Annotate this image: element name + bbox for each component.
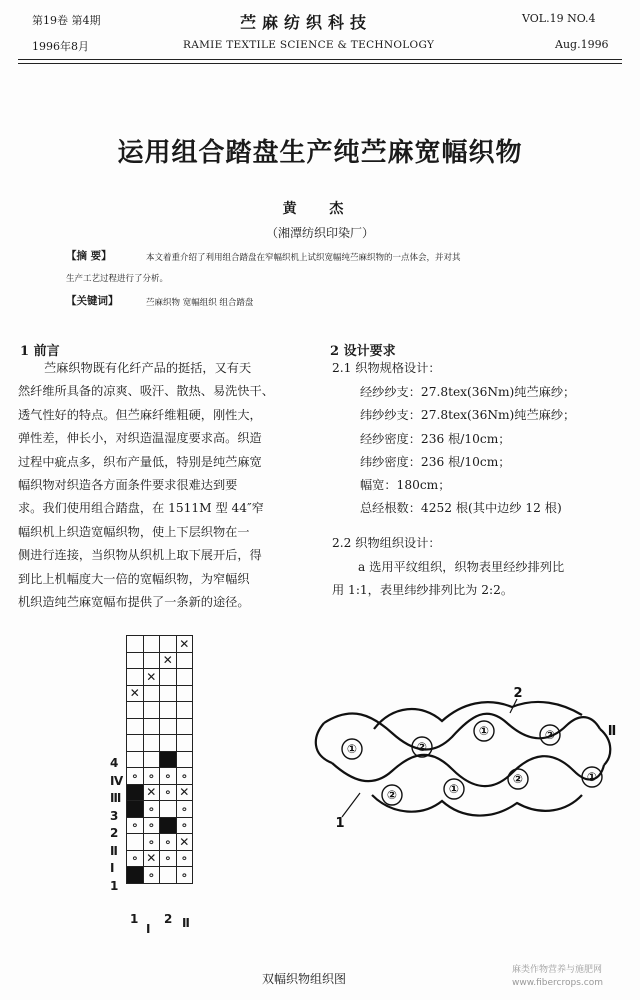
grid-cell: [176, 735, 193, 752]
grid-row: [127, 801, 193, 818]
row-label: 2: [110, 826, 119, 840]
s2-line: a 选用平纹组织，织物表里经纱排列比: [358, 560, 565, 574]
grid-row: [127, 751, 193, 768]
section-2-heading: 2 设计要求: [330, 344, 396, 359]
grid-cell: ✕: [127, 685, 144, 702]
spec-weft-yarn: 纬纱纱支：27.8tex(36Nm)纯苎麻纱；: [360, 408, 576, 423]
section-1-heading: 1 前言: [20, 344, 60, 359]
keywords-text: 苎麻织物 宽幅组织 组合踏盘: [146, 298, 254, 308]
diagram-num: ①: [478, 724, 490, 738]
connector-lower: [372, 795, 582, 816]
grid-cell: [127, 867, 144, 884]
weave-grid-figure: [126, 635, 193, 884]
s1-line: 幅织物对织造各方面条件要求很难达到要: [18, 478, 238, 493]
grid-cell: [176, 751, 193, 768]
grid-row: [127, 867, 193, 884]
row-label: Ⅳ: [110, 773, 124, 788]
grid-cell: [160, 636, 177, 653]
grid-cell: ∘: [176, 768, 193, 785]
grid-cell: ∘: [127, 817, 144, 834]
double-width-cross-section-diagram: [312, 685, 627, 835]
grid-row: [127, 817, 193, 834]
grid-cell: [127, 636, 144, 653]
grid-row: [127, 685, 193, 702]
row-label: 1: [110, 878, 119, 893]
grid-cell: [127, 801, 144, 818]
grid-cell: [176, 718, 193, 735]
col-label: Ⅰ: [146, 922, 151, 936]
grid-cell: [127, 751, 144, 768]
s1-line: 然纤维所具备的凉爽、吸汗、散热、易洗快干、: [18, 384, 274, 399]
s1-line: 透气性好的特点。但苎麻纤维粗硬，刚性大，: [18, 407, 262, 422]
watermark: 麻类作物营养与施肥网 www.fibercrops.com: [512, 965, 603, 988]
grid-cell: [143, 685, 160, 702]
grid-cell: ✕: [176, 834, 193, 851]
grid-cell: [127, 702, 144, 719]
row-label: Ⅰ: [110, 861, 115, 875]
warp-line-top: [324, 714, 600, 750]
grid-row: [127, 784, 193, 801]
abstract-line-1: 本文着重介绍了利用组合踏盘在窄幅织机上试织宽幅纯苎麻织物的一点体会，并对其: [146, 253, 461, 263]
grid-cell: [143, 718, 160, 735]
row-label: Ⅲ: [110, 791, 122, 805]
diagram-num: ①: [448, 782, 460, 796]
grid-cell: ∘: [143, 867, 160, 884]
section-1-body: [18, 357, 308, 614]
spec-warp-yarn: 经纱纱支：27.8tex(36Nm)纯苎麻纱；: [360, 385, 576, 399]
spec-warp-density: 经纱密度：236 根/10cm；: [360, 431, 511, 446]
volume-issue-cn: 第19卷 第4期: [32, 14, 101, 27]
grid-row-labels: [110, 755, 123, 895]
grid-cell: [143, 636, 160, 653]
keywords-label: 【关键词】: [66, 295, 119, 307]
section-2-2-body: [332, 556, 628, 603]
grid-cell: ∘: [143, 801, 160, 818]
spec-list: [360, 381, 575, 521]
diagram-num: ①: [586, 770, 598, 784]
diagram-num: ②: [512, 772, 524, 786]
affiliation: （湘潭纺织印染厂）: [265, 226, 374, 240]
grid-row: [127, 834, 193, 851]
grid-cell: [160, 751, 177, 768]
grid-cell: ∘: [176, 850, 193, 867]
grid-row: [127, 850, 193, 867]
grid-cell: ∘: [160, 784, 177, 801]
diagram-label-bottom-left: 1: [335, 816, 345, 831]
grid-cell: [127, 669, 144, 686]
diagram-label-right: Ⅱ: [607, 724, 617, 739]
grid-cell: ∘: [160, 850, 177, 867]
grid-cell: [160, 735, 177, 752]
grid-cell: [160, 718, 177, 735]
section-2-2-heading: 2.2 织物组织设计：: [332, 536, 441, 550]
journal-title-cn: 苎麻纺织科技: [240, 13, 373, 32]
grid-cell: ∘: [176, 801, 193, 818]
diagram-num: ②: [386, 788, 398, 802]
s1-line: 弹性差，伸长小，对织造温湿度要求高。织造: [18, 431, 262, 446]
grid-cell: ∘: [143, 817, 160, 834]
grid-cell: [176, 652, 193, 669]
grid-cell: ✕: [143, 784, 160, 801]
grid-cell: [127, 718, 144, 735]
grid-cell: [127, 834, 144, 851]
spec-weft-density: 纬纱密度：236 根/10cm；: [360, 454, 511, 469]
grid-row: [127, 718, 193, 735]
grid-row: [127, 652, 193, 669]
s1-line: 求。我们使用组合踏盘，在 1511M 型 44″窄: [18, 501, 264, 516]
grid-cell: [143, 702, 160, 719]
grid-row: [127, 702, 193, 719]
grid-cell: [143, 652, 160, 669]
grid-cell: [160, 801, 177, 818]
grid-row: [127, 669, 193, 686]
col-label: Ⅱ: [182, 916, 190, 930]
grid-cell: [176, 685, 193, 702]
diagram-num: ①: [346, 742, 358, 756]
grid-cell: ∘: [160, 768, 177, 785]
col-label: 2: [164, 912, 173, 926]
spec-width: 幅宽：180cm；: [360, 478, 451, 493]
grid-cell: [127, 735, 144, 752]
date-cn: 1996年8月: [32, 40, 89, 53]
s1-line: 过程中疵点多，织布产量低，特别是纯苎麻宽: [18, 454, 262, 469]
row-label: 4: [110, 756, 119, 770]
grid-cell: ∘: [176, 867, 193, 884]
grid-cell: ✕: [176, 636, 193, 653]
header-rule-thin: [18, 63, 622, 64]
volume-issue-en: VOL.19 NO.4: [522, 12, 596, 25]
grid-cell: ✕: [143, 669, 160, 686]
spec-total-ends: 总经根数：4252 根(其中边纱 12 根): [360, 501, 562, 516]
s1-line: 到比上机幅度大一倍的宽幅织物，为窄幅织: [18, 571, 250, 586]
abstract-label: 【摘 要】: [66, 250, 112, 262]
grid-cell: ✕: [143, 850, 160, 867]
grid-row: [127, 735, 193, 752]
weave-grid: [126, 635, 193, 884]
grid-cell: [160, 685, 177, 702]
grid-cell: [127, 652, 144, 669]
grid-cell: ✕: [176, 784, 193, 801]
abstract-line-2: 生产工艺过程进行了分析。: [66, 274, 169, 284]
s1-line: 机织造纯苎麻宽幅布提供了一条新的途径。: [18, 595, 250, 610]
grid-cell: ∘: [127, 850, 144, 867]
figure-caption: 双幅织物组织图: [262, 972, 347, 986]
diagram-label-top: 2: [513, 686, 523, 701]
diagram-num: ②: [544, 728, 556, 742]
grid-cell: ∘: [143, 834, 160, 851]
warp-line-bottom: [332, 755, 604, 786]
grid-cell: ✕: [160, 652, 177, 669]
loop-left: [316, 723, 332, 763]
paper-title: 运用组合踏盘生产纯苎麻宽幅织物: [117, 138, 523, 168]
s1-line: 侧进行连接，当织物从织机上取下展开后，得: [18, 548, 262, 563]
grid-cell: [143, 735, 160, 752]
author: 黄 杰: [282, 201, 358, 217]
date-en: Aug.1996: [555, 38, 609, 51]
grid-cell: [176, 669, 193, 686]
s1-line: 苎麻织物既有化纤产品的挺括，又有天: [44, 361, 252, 375]
grid-cell: [143, 751, 160, 768]
grid-cell: [160, 867, 177, 884]
grid-cell: ∘: [176, 817, 193, 834]
grid-cell: ∘: [127, 768, 144, 785]
s1-line: 幅织机上织造宽幅织物，使上下层织物在一: [18, 524, 250, 539]
grid-row: [127, 636, 193, 653]
row-label: Ⅱ: [110, 843, 118, 858]
grid-cell: [160, 817, 177, 834]
row-label: 3: [110, 808, 119, 823]
grid-cell: [160, 702, 177, 719]
grid-cell: ∘: [160, 834, 177, 851]
grid-cell: ∘: [143, 768, 160, 785]
col-label: 1: [130, 912, 139, 926]
diagram-num: ②: [416, 740, 428, 754]
grid-cell: [160, 669, 177, 686]
grid-cell: [176, 702, 193, 719]
header-rule: [18, 59, 622, 60]
journal-title-en: RAMIE TEXTILE SCIENCE & TECHNOLOGY: [183, 39, 435, 51]
s2-line: 用 1:1，表里纬纱排列比为 2:2。: [332, 583, 514, 598]
grid-cell: [127, 784, 144, 801]
section-2-1-heading: 2.1 织物规格设计：: [332, 361, 441, 375]
grid-row: [127, 768, 193, 785]
